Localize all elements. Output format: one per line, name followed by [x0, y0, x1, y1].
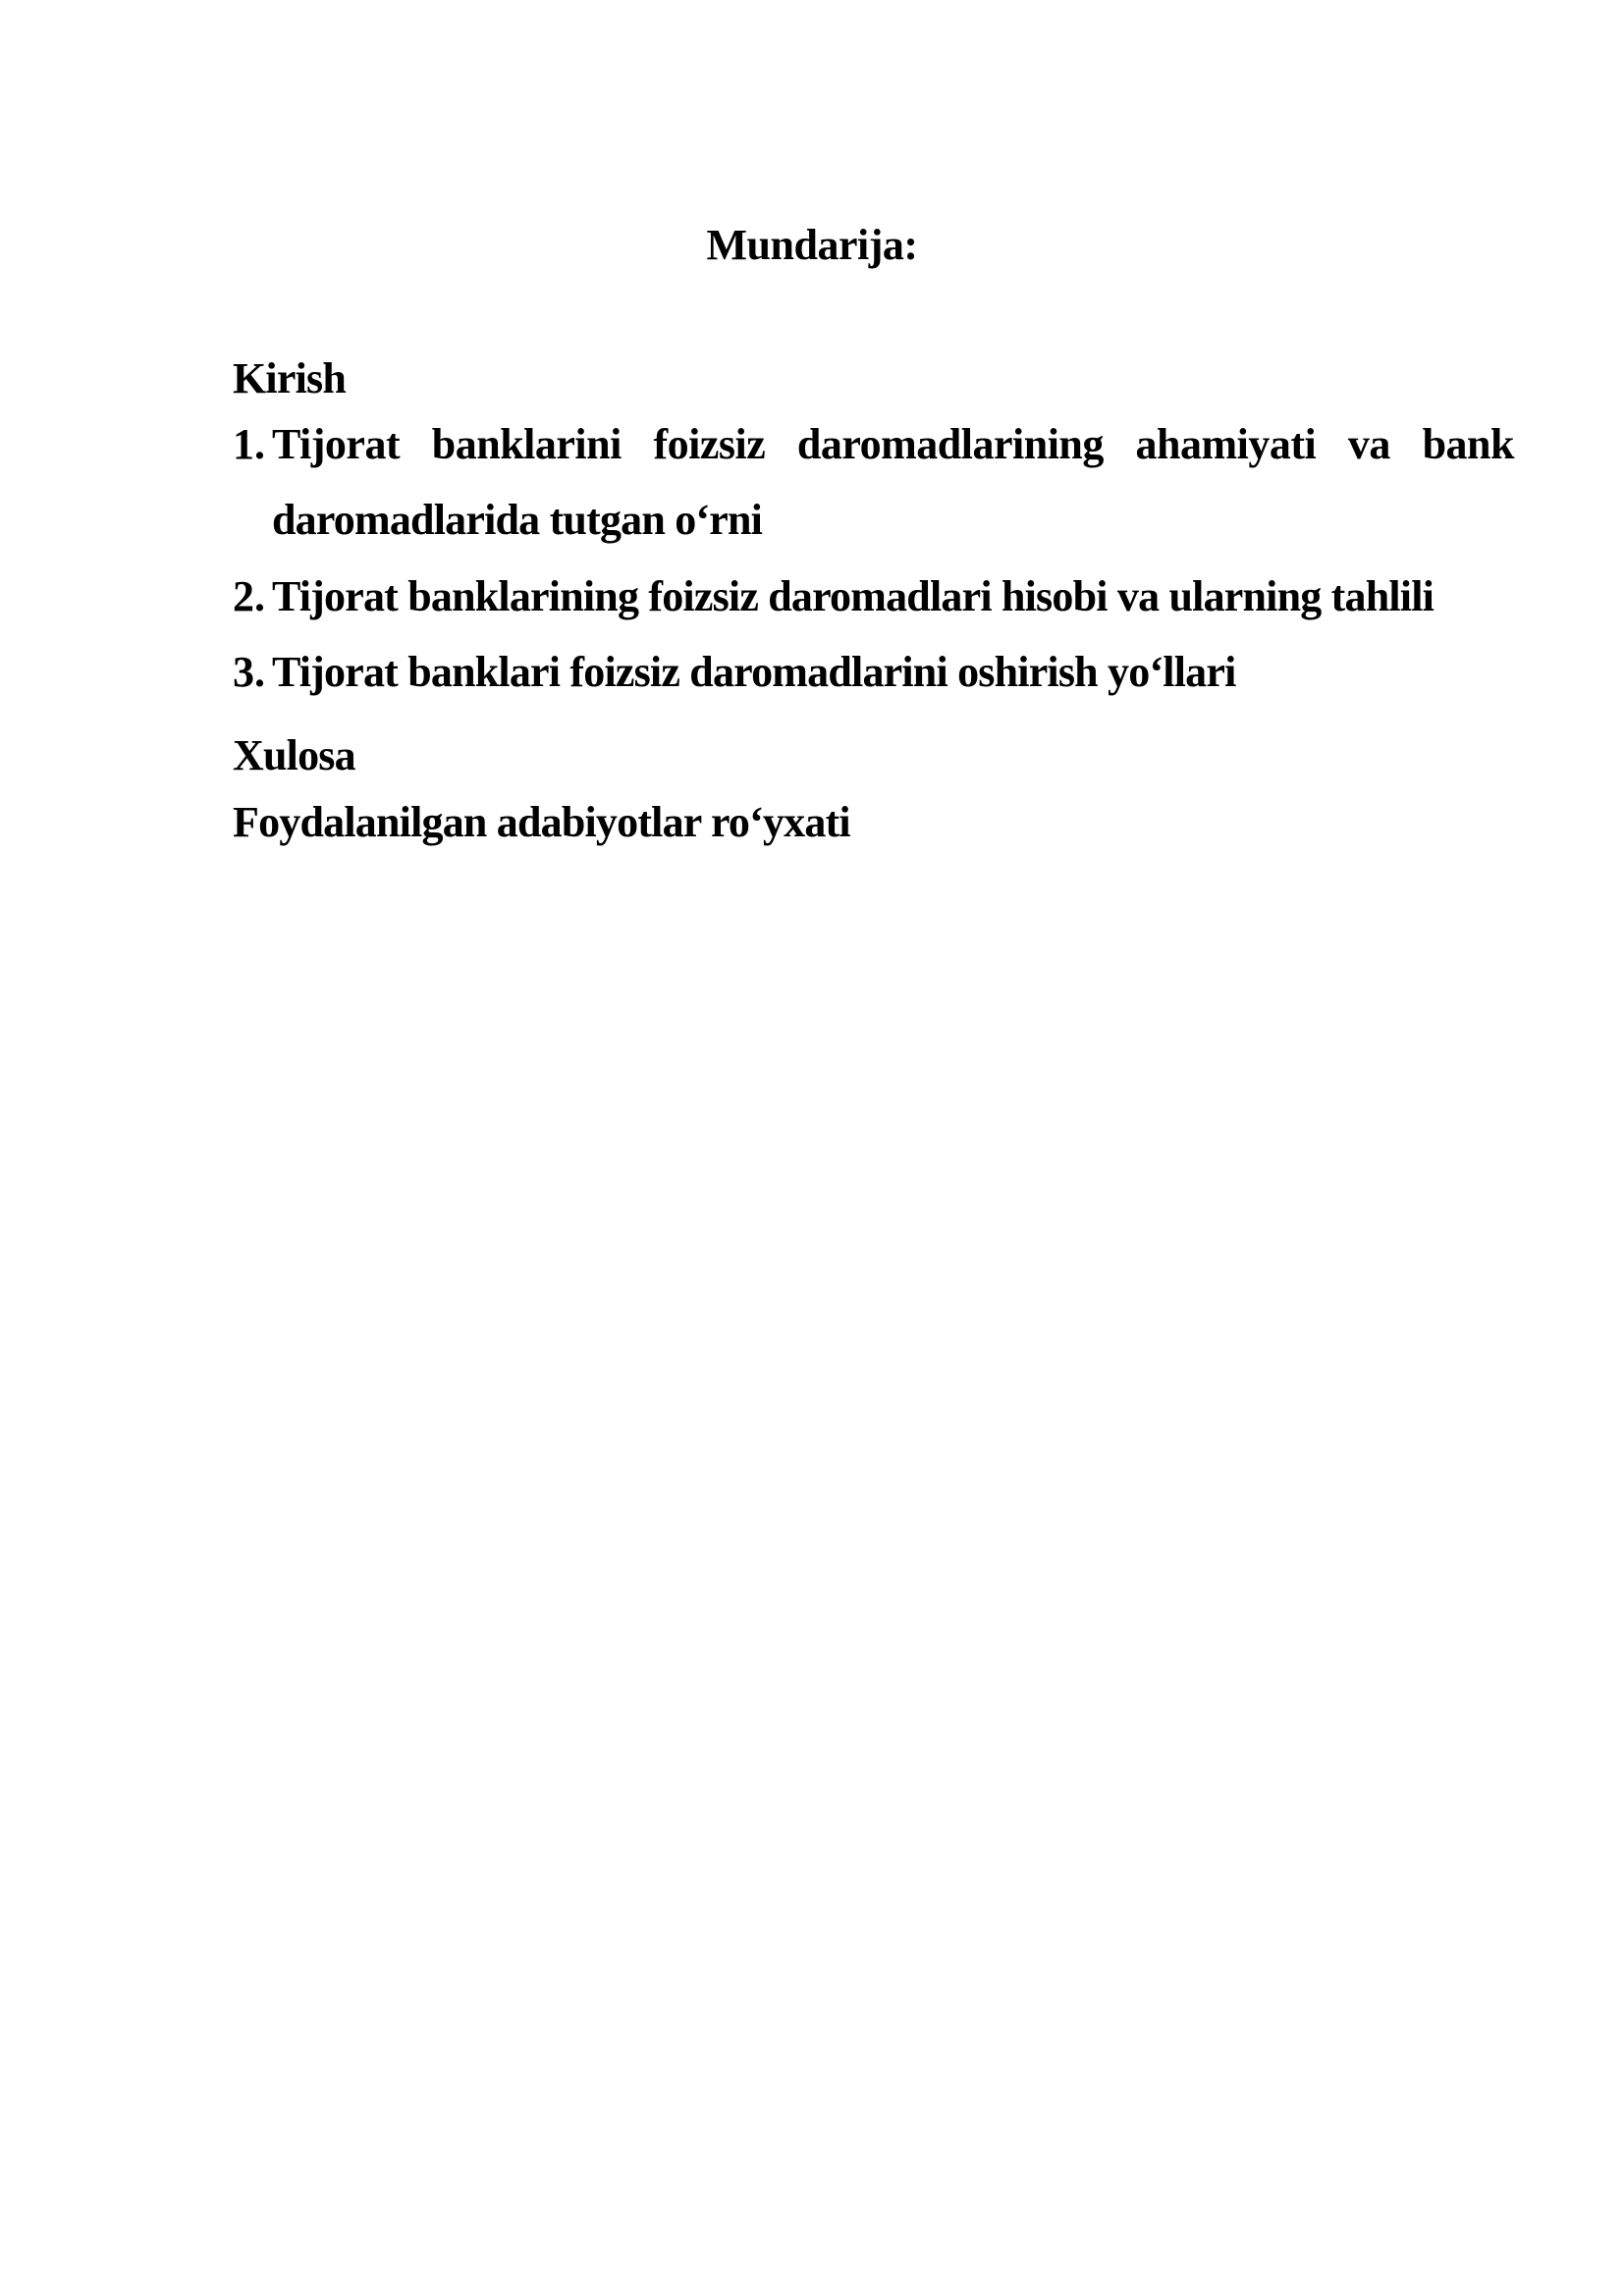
page-title: Mundarija:: [706, 221, 918, 269]
toc-entry-text-continuation: daromadlarida tutgan o‘rni: [272, 496, 763, 544]
toc-entry-number: 3.: [233, 648, 265, 696]
toc-entry-number: 2.: [233, 572, 265, 620]
toc-entry-text: Tijorat banklarini foizsiz daromadlarining ahamiyati va bank: [272, 420, 1514, 468]
toc-entry-number: 1.: [233, 420, 265, 468]
toc-entry-text: Tijorat banklari foizsiz daromadlarini oshirish yo‘llari: [272, 648, 1236, 696]
toc-entry-text: Tijorat banklarining foizsiz daromadlari hisobi va ularning tahlili: [272, 572, 1435, 620]
toc-entry-intro: Kirish: [233, 354, 346, 402]
toc-entry-references: Foydalanilgan adabiyotlar ro‘yxati: [233, 798, 850, 846]
toc-entry-conclusion: Xulosa: [233, 731, 355, 779]
